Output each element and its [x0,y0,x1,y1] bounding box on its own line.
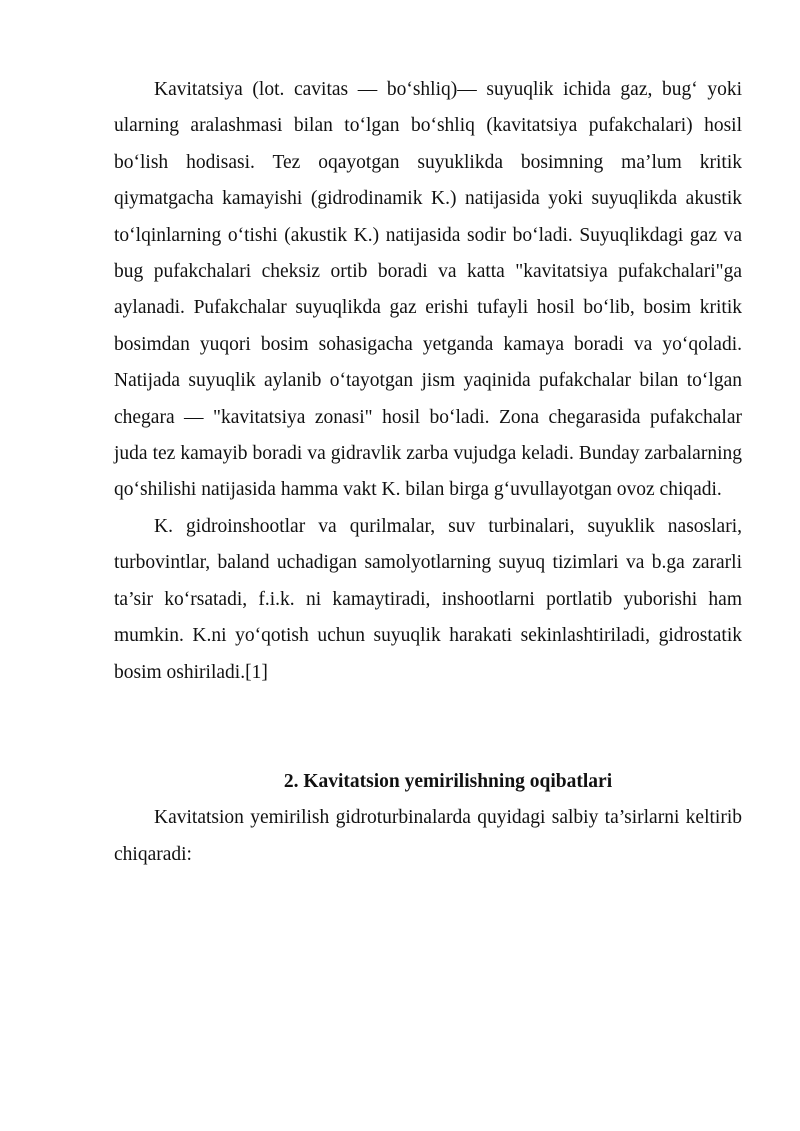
paragraph-cavitation-effects: K. gidroinshootlar va qurilmalar, suv turbinalari, suyuklik nasoslari, turbovintlar, baland uchadigan samolyotlarning suyuq tizimlari va b.ga zararli ta’sir ko‘rsatadi, f.i.k. ni kamaytiradi, inshootlarni portlatib yuborishi ham mumkin. K.ni yo‘qotish uchun suyuqlik harakati sekinlashtiriladi, gidrostatik bosim oshiriladi.[1] [114,515,742,683]
section-spacer [114,691,742,764]
paragraph-cavitation-erosion-intro: Kavitatsion yemirilish gidroturbinalarda quyidagi salbiy ta’sirlarni keltirib chiqaradi: [114,807,742,865]
section-heading: 2. Kavitatsion yemirilishning oqibatlari [283,770,613,792]
document-body [114,72,742,873]
paragraph-cavitation-definition: Kavitatsiya (lot. cavitas — bo‘shliq)— suyuqlik ichida gaz, bug‘ yoki ularning aralashmasi bilan to‘lgan bo‘shliq (kavitatsiya pufakchalari) hosil bo‘lish hodisasi. Tez oqayotgan suyuklikda bosimning ma’lum kritik qiymatgacha kamayishi (gidrodinamik K.) natijasida yoki suyuqlikda akustik to‘lqinlarning o‘tishi (akustik K.) natijasida sodir bo‘ladi. Suyuqlikdagi gaz va bug pufakchalari cheksiz ortib boradi va katta "kavitatsiya pufakchalari"ga aylanadi. Pufakchalar suyuqlikda gaz erishi tufayli hosil bo‘lib, bosim kritik bosimdan yuqori bosim sohasigacha yetganda kamaya boradi va yo‘qoladi. Natijada suyuqlik aylanib o‘tayotgan jism yaqinida pufakchalar bilan to‘lgan chegara — "kavitatsiya zonasi" hosil bo‘ladi. Zona chegarasida pufakchalar juda tez kamayib boradi va gidravlik zarba vujudga keladi. Bunday zarbalarning qo‘shilishi natijasida hamma vakt K. bilan birga g‘uvullayotgan ovoz chiqadi. [114,79,742,501]
